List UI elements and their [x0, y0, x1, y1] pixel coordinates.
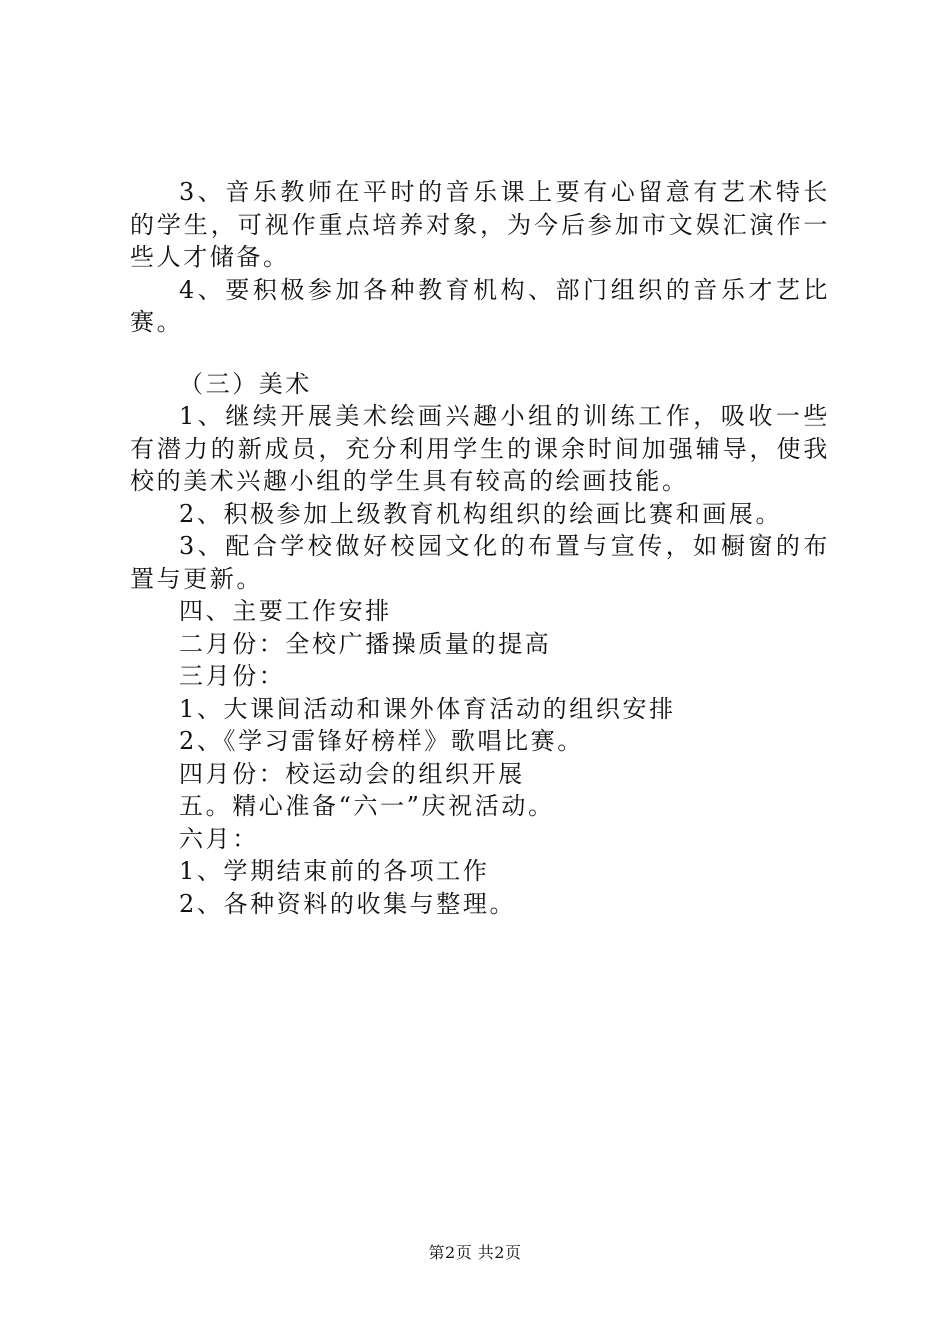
page-footer: 第2页 共2页 [428, 1243, 522, 1262]
schedule-february: 二月份：全校广播操质量的提高 [179, 629, 552, 658]
paragraph-music-3: 3、音乐教师在平时的音乐课上要有心留意有艺术特长的学生，可视作重点培养对象，为今后参加市文娱汇演作一些人才储备。 [130, 178, 830, 271]
schedule-march-item-2: 2、《学习雷锋好榜样》歌唱比赛。 [179, 727, 584, 755]
document-body [130, 176, 830, 920]
paragraph-art-2: 2、积极参加上级教育机构组织的绘画比赛和画展。 [179, 499, 783, 528]
schedule-june-item-2: 2、各种资料的收集与整理。 [179, 889, 517, 918]
schedule-june: 六月： [179, 824, 259, 853]
schedule-march: 三月份： [179, 662, 286, 690]
section-heading-art: （三）美术 [179, 369, 312, 398]
schedule-may: 五。精心准备“六一”庆祝活动。 [179, 792, 555, 820]
schedule-april: 四月份：校运动会的组织开展 [179, 759, 525, 788]
schedule-june-item-1: 1、学期结束前的各项工作 [179, 857, 490, 885]
schedule-march-item-1: 1、大课间活动和课外体育活动的组织安排 [179, 694, 676, 723]
paragraph-art-1: 1、继续开展美术绘画兴趣小组的训练工作，吸收一些有潜力的新成员，充分利用学生的课余时间加强辅导，使我校的美术兴趣小组的学生具有较高的绘画技能。 [130, 402, 830, 495]
paragraph-gap [130, 339, 830, 368]
paragraph-art-3: 3、配合学校做好校园文化的布置与宣传，如橱窗的布置与更新。 [130, 532, 830, 593]
section-heading-schedule: 四、主要工作安排 [179, 597, 392, 625]
paragraph-music-4: 4、要积极参加各种教育机构、部门组织的音乐才艺比赛。 [130, 275, 830, 336]
